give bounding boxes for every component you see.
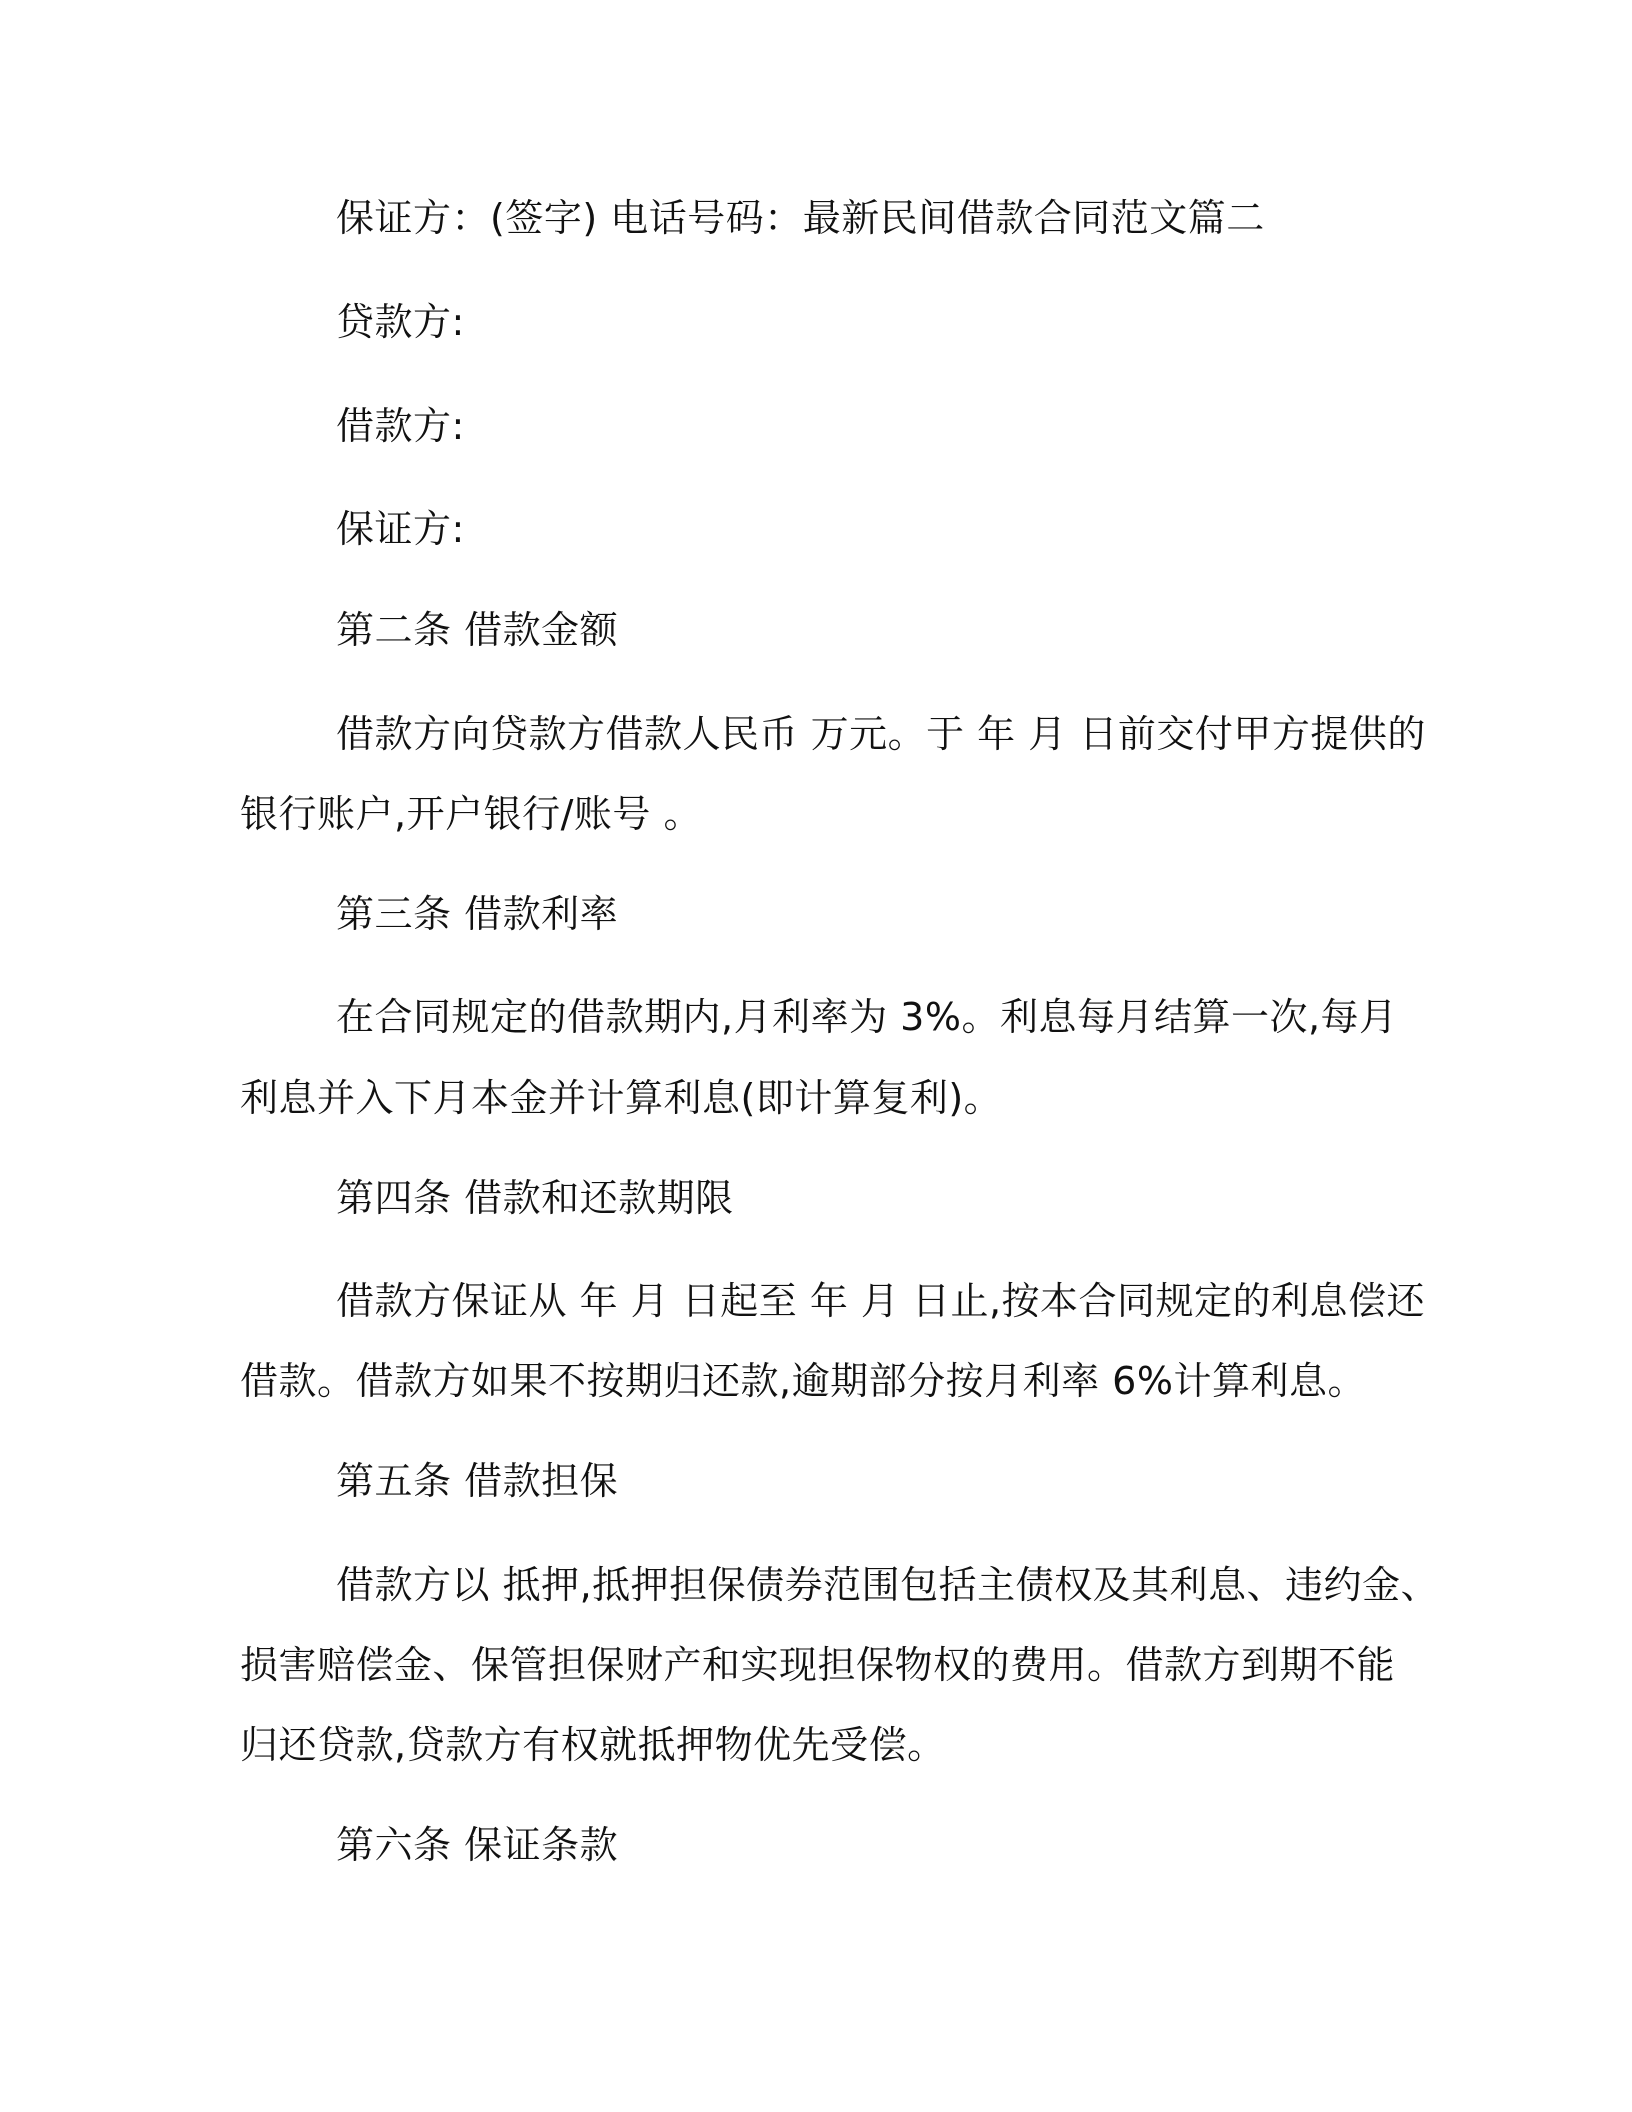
article-4-paragraph-line-2: 借款。借款方如果不按期归还款,逾期部分按月利率 6%计算利息。	[240, 1359, 1366, 1403]
article-5-paragraph-line-3: 归还贷款,贷款方有权就抵押物优先受偿。	[240, 1723, 946, 1767]
article-2-paragraph-line-1: 借款方向贷款方借款人民币 万元。于 年 月 日前交付甲方提供的	[336, 712, 1426, 756]
article-3-paragraph-line-1: 在合同规定的借款期内,月利率为 3%。利息每月结算一次,每月	[336, 995, 1398, 1039]
lender-label: 贷款方:	[336, 300, 465, 344]
article-5-heading: 第五条 借款担保	[336, 1459, 619, 1503]
guarantor-signature-line: 保证方：(签字) 电话号码：最新民间借款合同范文篇二	[336, 196, 1265, 240]
article-3-paragraph-line-2: 利息并入下月本金并计算利息(即计算复利)。	[240, 1076, 1003, 1120]
article-3-heading: 第三条 借款利率	[336, 892, 619, 936]
article-6-heading: 第六条 保证条款	[336, 1823, 619, 1867]
borrower-label: 借款方:	[336, 404, 465, 448]
article-2-heading: 第二条 借款金额	[336, 608, 619, 652]
article-5-paragraph-line-2: 损害赔偿金、保管担保财产和实现担保物权的费用。借款方到期不能	[240, 1643, 1396, 1687]
guarantor-label: 保证方:	[336, 507, 465, 551]
article-5-paragraph-line-1: 借款方以 抵押,抵押担保债券范围包括主债权及其利息、违约金、	[336, 1563, 1440, 1607]
article-4-paragraph-line-1: 借款方保证从 年 月 日起至 年 月 日止,按本合同规定的利息偿还	[336, 1279, 1426, 1323]
article-4-heading: 第四条 借款和还款期限	[336, 1176, 734, 1220]
article-2-paragraph-line-2: 银行账户,开户银行/账号 。	[240, 792, 702, 836]
